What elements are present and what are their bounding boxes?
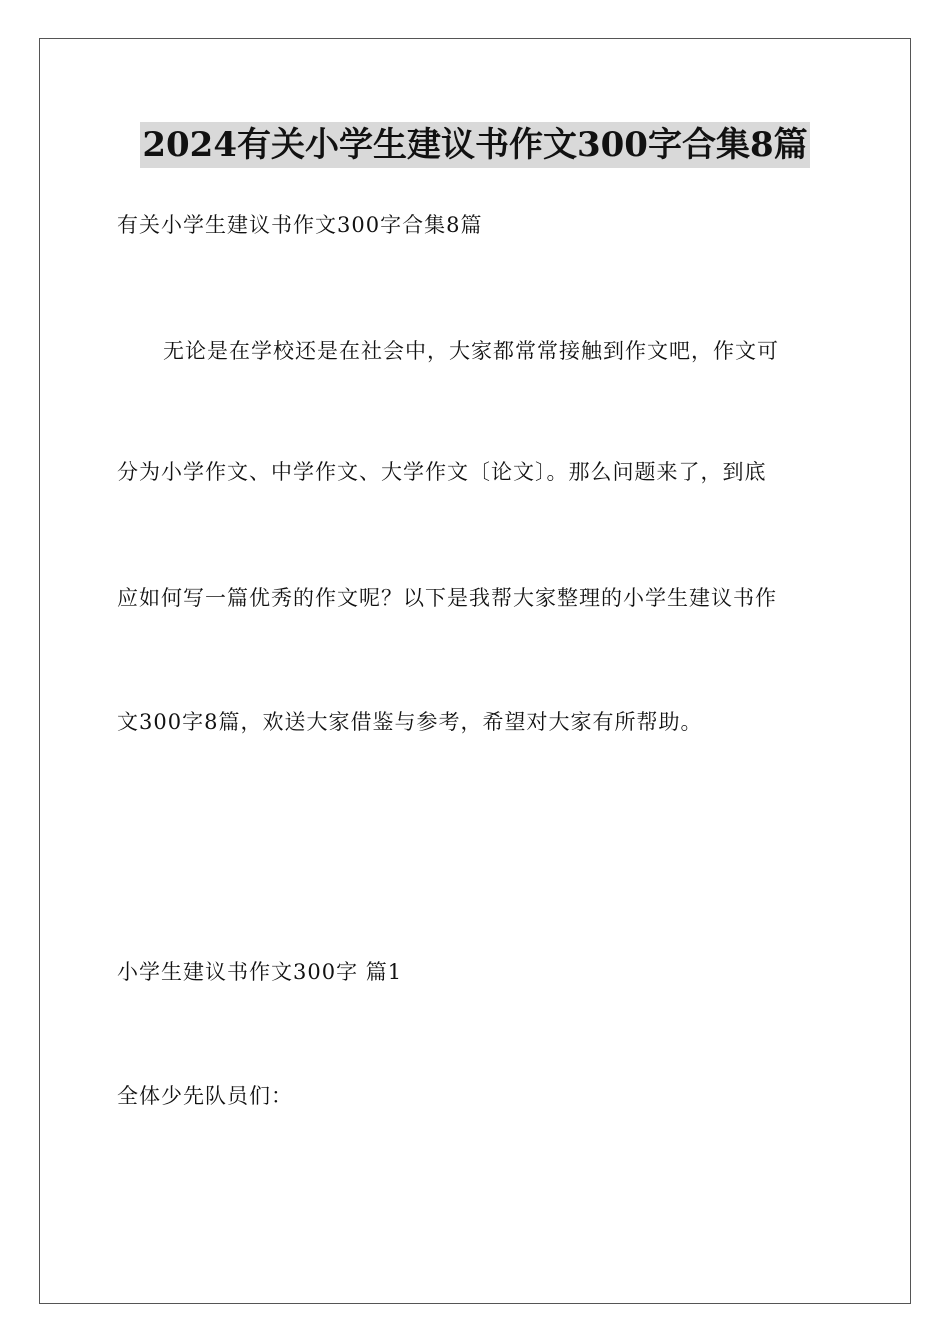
salutation: 全体少先队员们： [117,1084,293,1108]
intro-line-3: 应如何写一篇优秀的作文呢？以下是我帮大家整理的小学生建议书作 [117,586,777,610]
section-heading: 小学生建议书作文300字 篇1 [117,960,403,984]
intro-line-4: 文300字8篇，欢送大家借鉴与参考，希望对大家有所帮助。 [117,710,703,734]
document-subtitle: 有关小学生建议书作文300字合集8篇 [117,213,483,237]
intro-line-1: 无论是在学校还是在社会中，大家都常常接触到作文吧，作文可 [163,339,779,363]
document-title: 2024有关小学生建议书作文300字合集8篇 [140,122,809,168]
title-container [0,122,950,168]
intro-line-2: 分为小学作文、中学作文、大学作文〔论文〕。那么问题来了，到底 [117,460,767,484]
